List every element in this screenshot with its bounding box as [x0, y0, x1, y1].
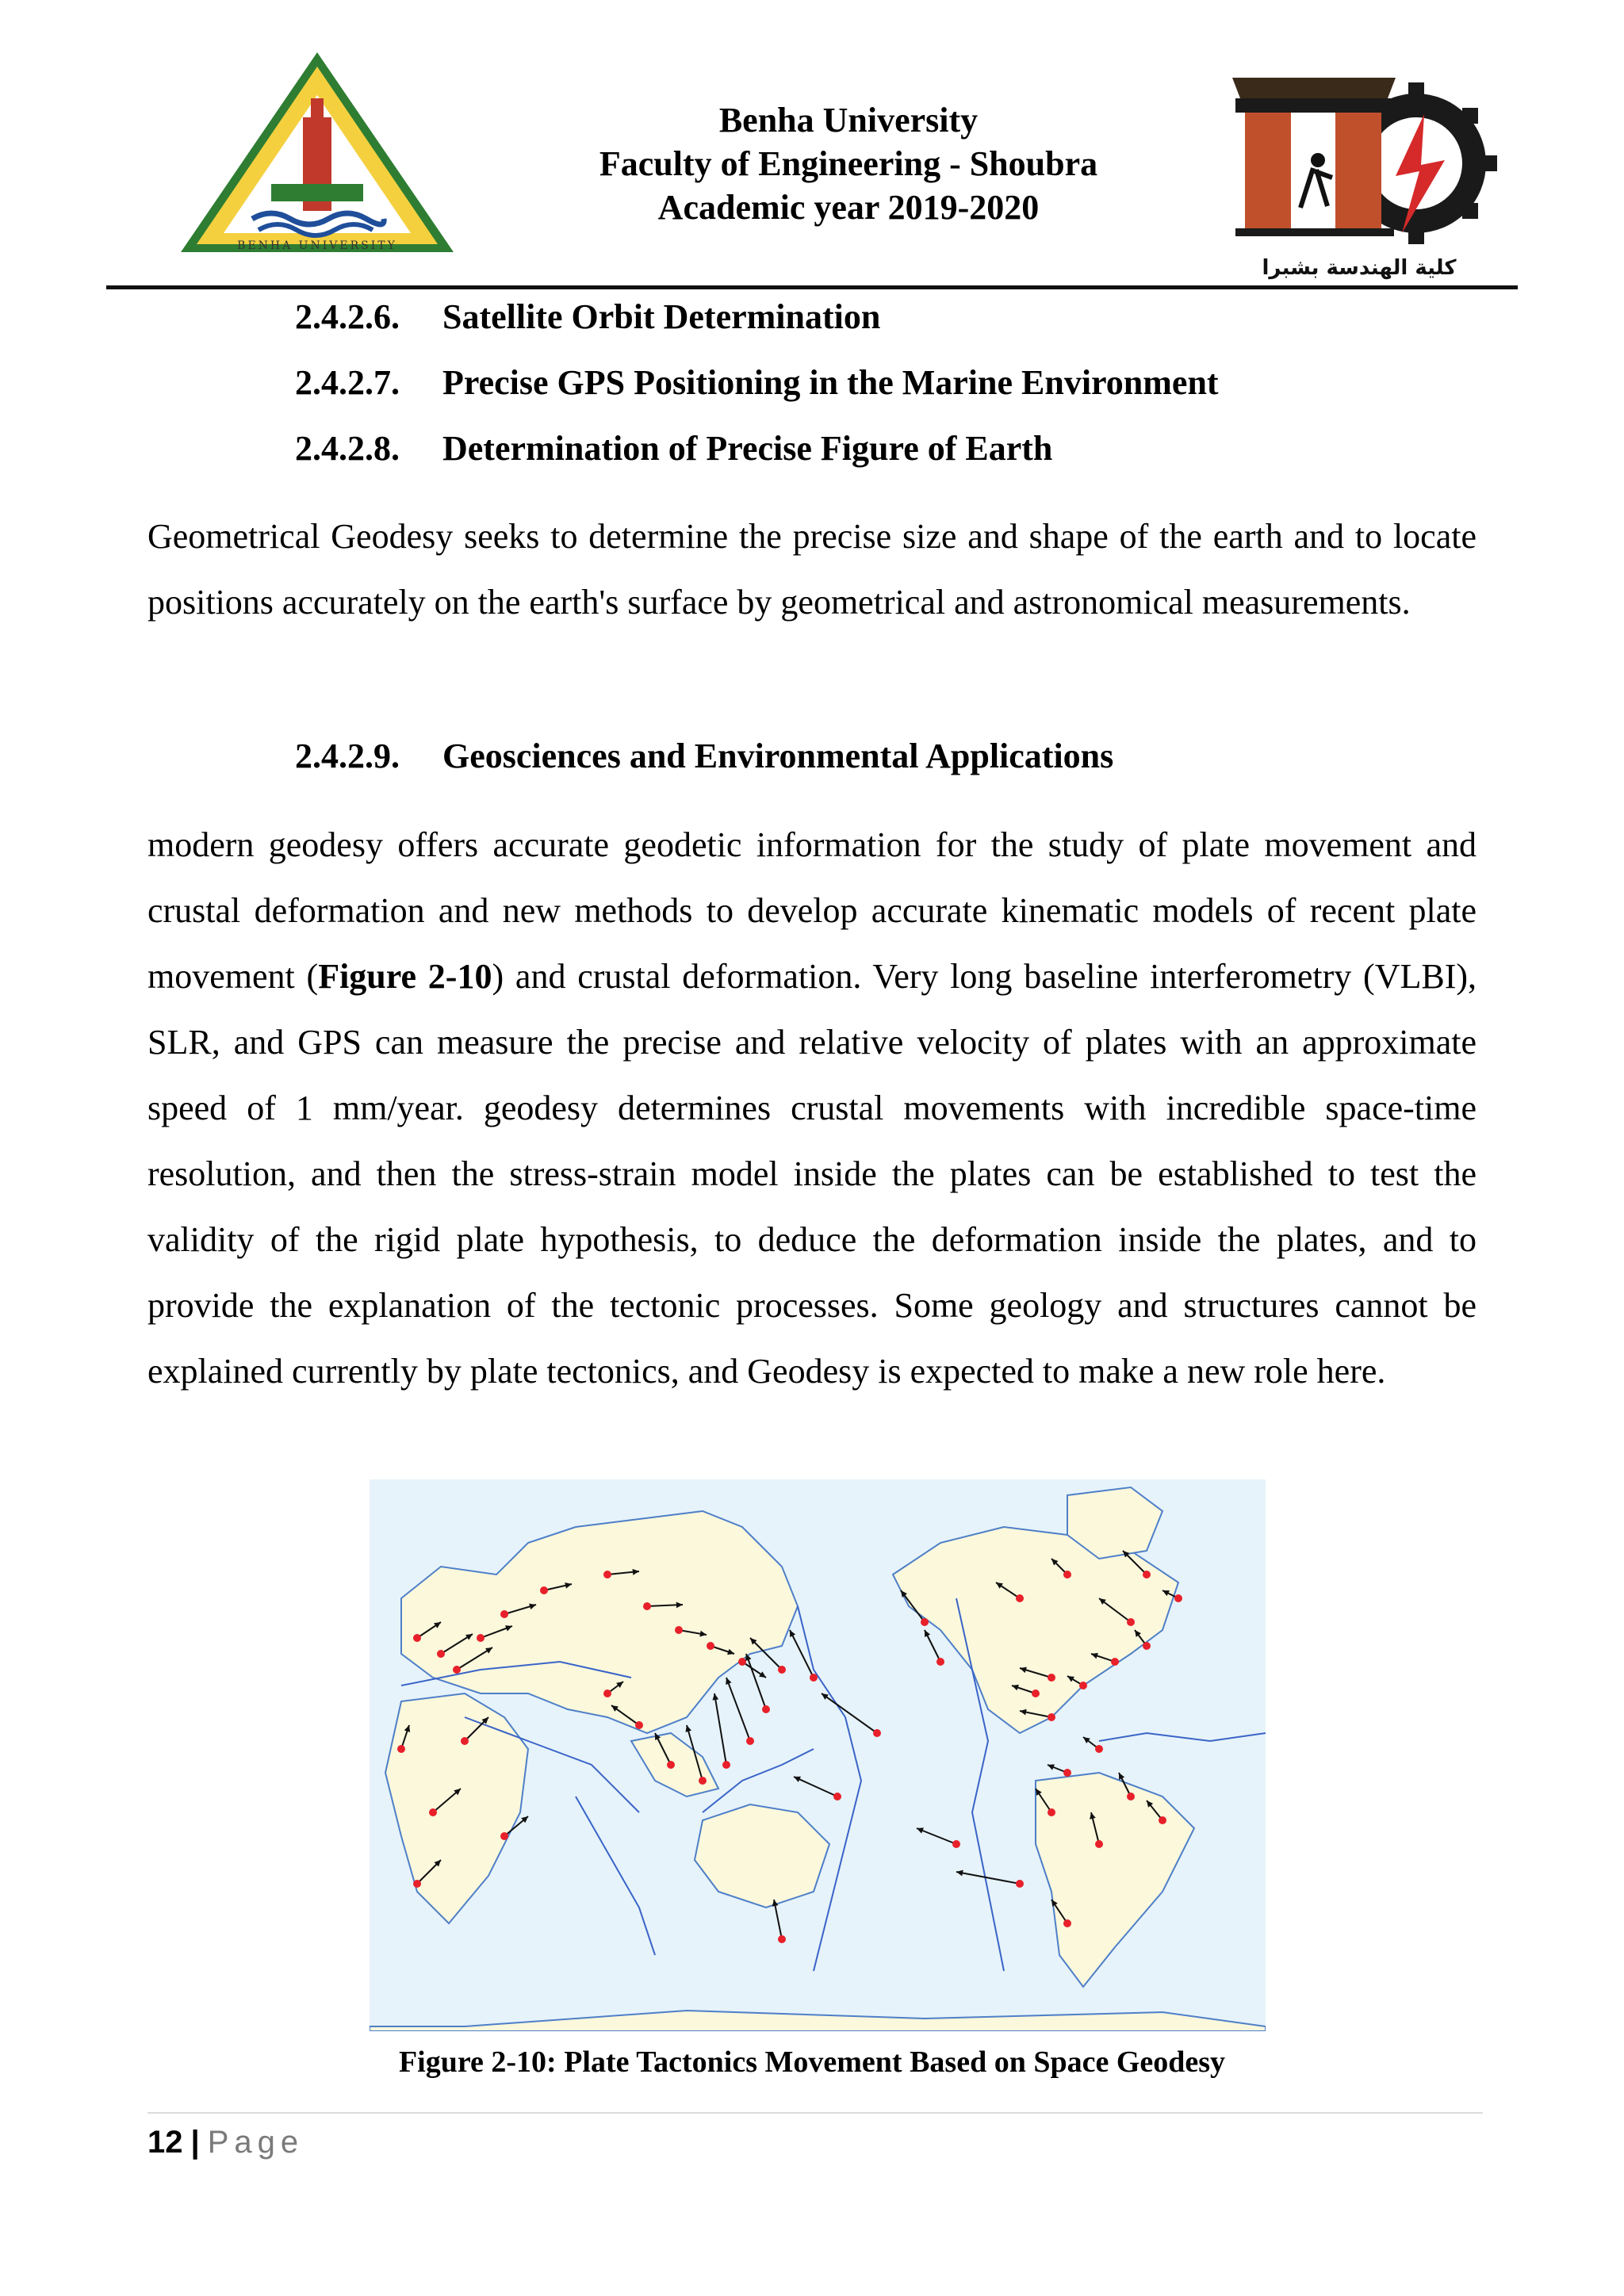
gps-station-marker	[1111, 1658, 1119, 1666]
figure-reference-link[interactable]: Figure 2-10	[318, 957, 492, 996]
gps-station-marker	[746, 1737, 754, 1745]
gps-station-marker	[1048, 1674, 1055, 1682]
header-divider	[106, 285, 1518, 289]
gps-station-marker	[667, 1761, 675, 1769]
page-header	[0, 0, 1624, 295]
section-heading-2-4-2-8: 2.4.2.8. Determination of Precise Figure of Earth	[295, 429, 1053, 468]
gps-station-marker	[540, 1586, 548, 1594]
gps-station-marker	[873, 1729, 881, 1737]
page-label: Page	[207, 2125, 304, 2160]
gps-station-marker	[1048, 1713, 1055, 1721]
svg-text:كلية الهندسة بشبرا: كلية الهندسة بشبرا	[1262, 256, 1457, 280]
gps-station-marker	[1143, 1571, 1151, 1578]
gps-station-marker	[722, 1761, 730, 1769]
section-heading-2-4-2-9: 2.4.2.9. Geosciences and Environmental Applications	[295, 737, 1114, 775]
section-heading-2-4-2-6: 2.4.2.6. Satellite Orbit Determination	[295, 297, 881, 336]
gps-station-marker	[1079, 1682, 1087, 1689]
gps-station-marker	[453, 1666, 461, 1674]
figure-caption: Figure 2-10: Plate Tactonics Movement Based on Space Geodesy	[398, 2045, 1226, 2079]
gps-station-marker	[1063, 1571, 1071, 1578]
gps-station-marker	[738, 1658, 746, 1666]
gps-station-marker	[1127, 1618, 1135, 1626]
gps-station-marker	[1127, 1793, 1135, 1800]
footer-separator: |	[190, 2125, 200, 2160]
paragraph-geosciences: modern geodesy offers accurate geodetic information for the study of plate movement and crustal deformation and new methods to develop accurate kinematic models of recent plate movement (Figure 2-10) and crustal deformation. Very long baseline interferometry (VLBI), SLR, and GPS can measure the precise and relative velocity of plates with an approximate speed of 1 mm/year. geodesy determines crustal movements with incredible space-time resolution, and then the stress-strain model inside the plates can be established to test the validity of the rigid plate hypothesis, to deduce the deformation inside the plates, and to provide the explanation of the tectonic processes. Some geology and structures cannot be explained currently by plate tectonics, and Geodesy is expected to make a new role here.	[147, 825, 1477, 1391]
gps-station-marker	[500, 1832, 508, 1840]
gps-station-marker	[699, 1777, 707, 1785]
gps-station-marker	[1063, 1769, 1071, 1777]
gps-station-marker	[500, 1610, 508, 1618]
gps-station-marker	[1174, 1594, 1182, 1602]
gps-station-marker	[1016, 1880, 1024, 1888]
plate-tectonics-map	[370, 1479, 1266, 2031]
gps-station-marker	[461, 1737, 469, 1745]
gps-station-marker	[675, 1626, 683, 1634]
page-footer	[147, 2118, 304, 2166]
gps-station-marker	[429, 1808, 437, 1816]
gps-station-marker	[952, 1840, 960, 1848]
paragraph-geometrical-geodesy: Geometrical Geodesy seeks to determine the precise size and shape of the earth and to locate positions accurately on the earth's surface by geometrical and astronomical measurements.	[147, 517, 1477, 622]
section-heading-2-4-2-7: 2.4.2.7. Precise GPS Positioning in the Marine Environment	[295, 363, 1219, 402]
gps-station-marker	[936, 1658, 944, 1666]
gps-station-marker	[778, 1935, 786, 1943]
gps-station-marker	[1016, 1594, 1024, 1602]
academic-year: Academic year 2019-2020	[657, 188, 1040, 227]
gps-station-marker	[635, 1721, 643, 1729]
page-number: 12	[147, 2125, 183, 2160]
gps-station-marker	[397, 1745, 405, 1753]
gps-station-marker	[1095, 1745, 1103, 1753]
gps-station-marker	[437, 1650, 445, 1658]
gps-station-marker	[603, 1571, 611, 1578]
gps-station-marker	[762, 1705, 770, 1713]
gps-station-marker	[643, 1602, 651, 1610]
gps-station-marker	[477, 1634, 485, 1642]
gps-station-marker	[778, 1666, 786, 1674]
gps-station-marker	[1032, 1689, 1040, 1697]
university-header-text	[523, 98, 1174, 229]
gps-station-marker	[1063, 1919, 1071, 1927]
gps-station-marker	[707, 1642, 714, 1650]
benha-university-logo-icon	[176, 49, 458, 257]
gps-station-marker	[1159, 1816, 1166, 1824]
footer-divider	[147, 2112, 1483, 2114]
gps-station-marker	[1095, 1840, 1103, 1848]
gps-station-marker	[833, 1793, 841, 1800]
gps-station-marker	[921, 1618, 929, 1626]
gps-station-marker	[810, 1674, 818, 1682]
gps-station-marker	[603, 1689, 611, 1697]
university-name: Benha University	[718, 101, 979, 140]
gps-station-marker	[413, 1634, 421, 1642]
svg-text:BENHA UNIVERSITY: BENHA UNIVERSITY	[237, 239, 397, 252]
gps-station-marker	[413, 1880, 421, 1888]
faculty-logo-icon	[1232, 67, 1497, 285]
gps-station-marker	[1143, 1642, 1151, 1650]
gps-station-marker	[1048, 1808, 1055, 1816]
faculty-name: Faculty of Engineering - Shoubra	[599, 144, 1098, 183]
